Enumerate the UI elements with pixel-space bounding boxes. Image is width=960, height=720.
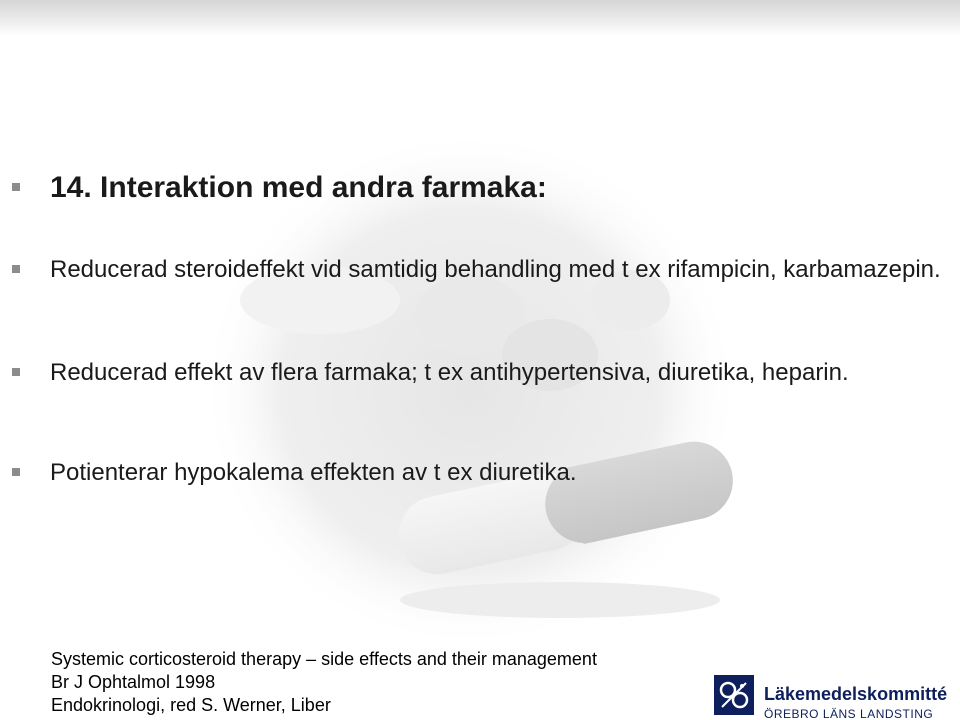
reference-line: Systemic corticosteroid therapy – side effects and their management: [51, 649, 597, 669]
bullet-item-1: [12, 255, 942, 284]
bullet-square-icon: [12, 468, 20, 476]
references: [51, 648, 597, 717]
bullet-text: Potienterar hypokalema effekten av t ex diuretika.: [50, 459, 577, 486]
bullet-square-icon: [12, 265, 20, 273]
bullet-square-icon: [12, 368, 20, 376]
logo-name: Läkemedelskommitté: [764, 684, 948, 704]
bullet-item-3: [12, 458, 942, 487]
bullet-text: Reducerad effekt av flera farmaka; t ex antihypertensiva, diuretika, heparin.: [50, 359, 849, 386]
bullet-item-2: [12, 358, 942, 387]
bullet-text: Reducerad steroideffekt vid samtidig behandling med t ex rifampicin, karbamazepin.: [50, 256, 941, 283]
reference-line: Endokrinologi, red S. Werner, Liber: [51, 695, 331, 715]
logo-subtitle: ÖREBRO LÄNS LANDSTING: [764, 707, 934, 720]
reference-line: Br J Ophtalmol 1998: [51, 672, 216, 692]
title-bullet: [12, 170, 942, 206]
bullet-square-icon: [12, 183, 20, 191]
lakemedelskommitte-logo-icon: [714, 675, 754, 715]
slide-title: 14. Interaktion med andra farmaka:: [50, 171, 547, 204]
